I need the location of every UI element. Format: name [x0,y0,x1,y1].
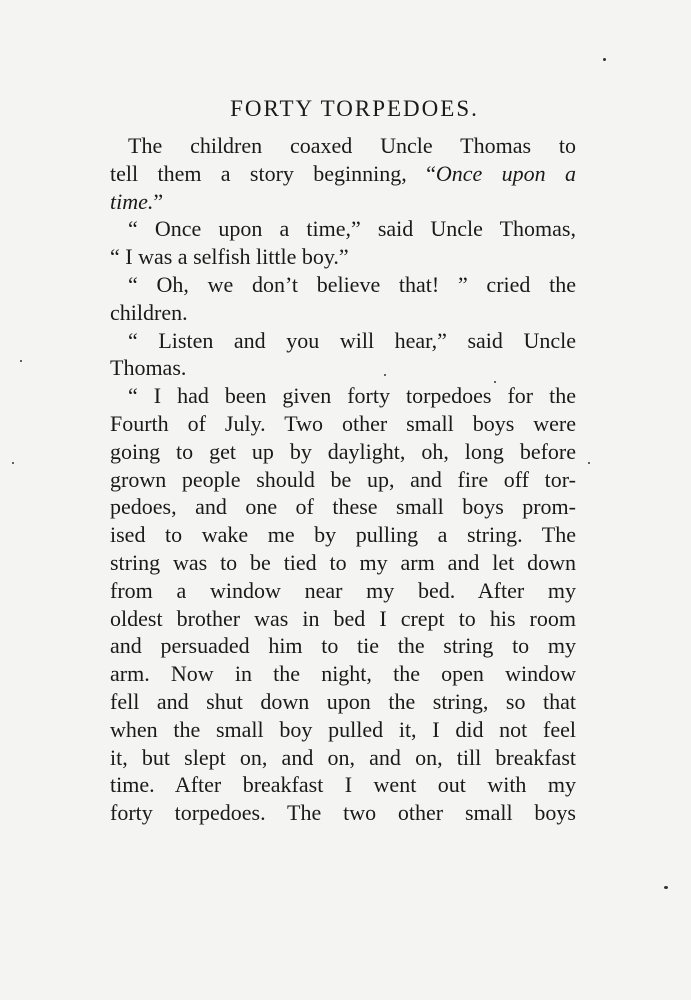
text-line [110,549,576,577]
text-line [110,744,576,772]
line-text: Thomas. [110,355,187,381]
line-text: fell and shut down upon the string, so that [110,688,576,714]
line-text: and persuaded him to tie the string to my [110,633,576,659]
text-line [110,716,576,744]
text-line [110,493,576,521]
line-text: pedoes, and one of these small boys prom- [110,494,576,520]
text-line [110,271,576,299]
text-line [110,605,576,633]
text-line [110,243,576,271]
print-speck [12,462,14,464]
text-line [110,771,576,799]
italic-text: time. [110,188,154,214]
line-text: time. After breakfast I went out with my [110,772,576,798]
line-text: “ Once upon a time,” said Uncle Thomas, [128,216,576,242]
text-line [110,632,576,660]
print-speck [664,886,668,889]
text-line [110,188,576,216]
text-line [110,299,576,327]
line-text: from a window near my bed. After my [110,577,576,603]
text-line [110,799,576,827]
body-text [110,132,576,827]
text-line [110,466,576,494]
text-line [110,660,576,688]
italic-text: Once upon a [435,160,576,186]
text-line [110,354,576,382]
text-line [110,577,576,605]
line-text: “ I had been given forty torpedoes for the [128,383,576,409]
line-text: string was to be tied to my arm and let down [110,549,576,575]
text-line [110,160,576,188]
line-text: forty torpedoes. The two other small boys [110,800,576,826]
line-text: “ I was a selfish little boy.” [110,244,349,270]
line-text: The children coaxed Uncle Thomas to [128,133,576,158]
text-line [110,410,576,438]
print-speck [384,374,386,376]
text-line [110,382,576,410]
print-speck [494,381,496,383]
text-line [110,521,576,549]
line-text: arm. Now in the night, the open window [110,661,576,687]
print-speck [20,360,22,362]
text-line [110,327,576,355]
text-line [110,688,576,716]
print-speck [588,462,590,464]
line-text: grown people should be up, and fire off tor- [110,466,576,492]
line-text: it, but slept on, and on, and on, till breakfast [110,744,576,770]
line-text: Fourth of July. Two other small boys were [110,410,576,436]
text-line [110,215,576,243]
line-text: when the small boy pulled it, I did not feel [110,716,576,742]
chapter-title: FORTY TORPEDOES. [230,96,479,121]
line-text: oldest brother was in bed I crept to his room [110,605,576,631]
line-text: going to get up by daylight, oh, long before [110,438,576,464]
line-text: “ Listen and you will hear,” said Uncle [128,327,576,353]
text-line [110,132,576,160]
line-text: ” [153,188,164,214]
line-text: “ Oh, we don’t believe that! ” cried the [128,271,576,297]
text-line [110,438,576,466]
line-text: children. [110,299,188,325]
print-speck [603,58,606,61]
line-text: tell them a story beginning, “ [110,160,436,186]
line-text: ised to wake me by pulling a string. The [110,522,576,548]
